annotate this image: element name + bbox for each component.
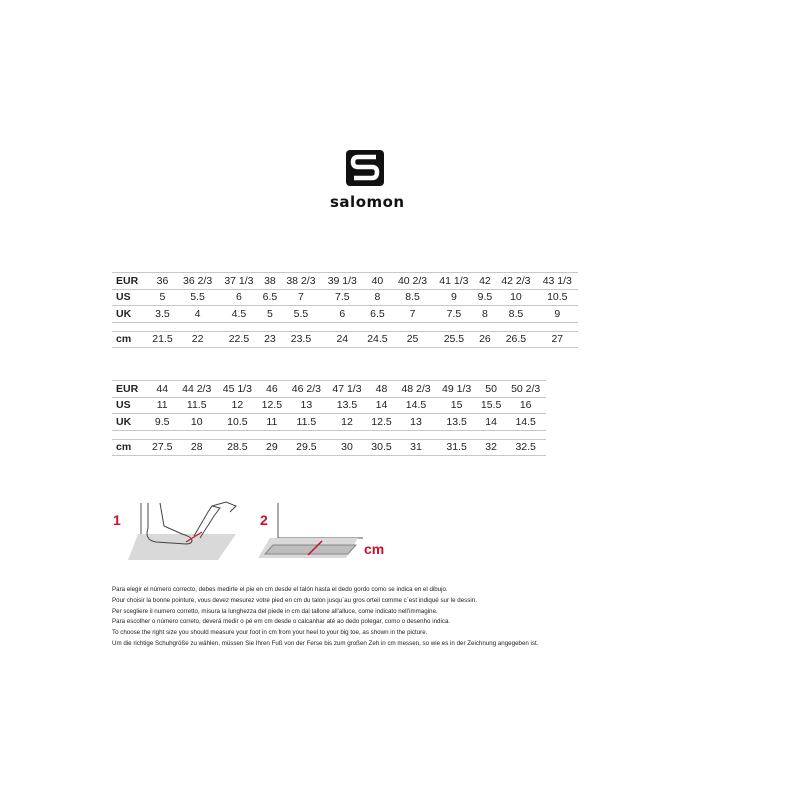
size-cell: 24 bbox=[322, 331, 363, 348]
size-cell: 27.5 bbox=[148, 439, 176, 456]
size-cell: 42 bbox=[475, 273, 496, 290]
size-cell: 6 bbox=[322, 306, 363, 323]
size-cell: 9.5 bbox=[475, 289, 496, 306]
size-cell: 5 bbox=[260, 306, 281, 323]
size-cell: 21.5 bbox=[148, 331, 177, 348]
size-cell: 37 1/3 bbox=[218, 273, 259, 290]
size-cell: 9 bbox=[537, 306, 578, 323]
size-cell: 25.5 bbox=[433, 331, 474, 348]
size-cell: 32 bbox=[477, 439, 505, 456]
us-row bbox=[112, 289, 578, 306]
instruction-de: Um die richtige Schuhgröße zu wählen, müssen Sie Ihren Fuß von der Ferse bis zum großen Zeh in cm messen, so wie es in der Zeichnung angegeben ist. bbox=[112, 639, 539, 647]
step-2-label: 2 bbox=[260, 512, 268, 528]
size-cell: 22.5 bbox=[218, 331, 259, 348]
row-label: UK bbox=[112, 414, 148, 431]
ruler-measure-icon bbox=[258, 503, 363, 558]
measurement-instructions bbox=[112, 585, 712, 650]
size-cell: 12 bbox=[327, 414, 368, 431]
size-cell: 36 bbox=[148, 273, 177, 290]
uk-row bbox=[112, 306, 578, 323]
size-cell: 23.5 bbox=[280, 331, 321, 348]
instruction-it: Per scegliere il numero corretto, misura la lunghezza del piede in cm dal tallone all'alluce, come indicato nell'immagine. bbox=[112, 607, 438, 615]
size-cell: 10.5 bbox=[217, 414, 258, 431]
foot-measure-icon bbox=[128, 502, 236, 560]
eur-row bbox=[112, 381, 546, 398]
cm-row bbox=[112, 439, 546, 456]
row-label: EUR bbox=[112, 273, 148, 290]
size-cell: 48 bbox=[367, 381, 395, 398]
size-cell: 13.5 bbox=[436, 414, 477, 431]
size-cell: 9.5 bbox=[148, 414, 176, 431]
instruction-en: To choose the right size you should measure your foot in cm from your heel to your big toe, as shown in the picture. bbox=[112, 629, 428, 637]
size-cell: 7 bbox=[392, 306, 433, 323]
size-cell: 10 bbox=[495, 289, 536, 306]
size-cell: 47 1/3 bbox=[327, 381, 368, 398]
size-cell: 12 bbox=[217, 397, 258, 414]
size-cell: 50 2/3 bbox=[505, 381, 546, 398]
size-cell: 27 bbox=[537, 331, 578, 348]
size-cell: 43 1/3 bbox=[537, 273, 578, 290]
size-cell: 15 bbox=[436, 397, 477, 414]
size-cell: 11 bbox=[258, 414, 286, 431]
size-cell: 6 bbox=[218, 289, 259, 306]
size-cell: 30 bbox=[327, 439, 368, 456]
size-cell: 36 2/3 bbox=[177, 273, 218, 290]
size-cell: 26 bbox=[475, 331, 496, 348]
size-cell: 7 bbox=[280, 289, 321, 306]
row-label: US bbox=[112, 289, 148, 306]
size-cell: 11 bbox=[148, 397, 176, 414]
size-cell: 32.5 bbox=[505, 439, 546, 456]
size-cell: 12.5 bbox=[367, 414, 395, 431]
size-cell: 28.5 bbox=[217, 439, 258, 456]
us-row bbox=[112, 397, 546, 414]
size-table-1 bbox=[112, 272, 578, 348]
size-cell: 8.5 bbox=[392, 289, 433, 306]
size-cell: 4 bbox=[177, 306, 218, 323]
size-cell: 46 bbox=[258, 381, 286, 398]
size-cell: 13 bbox=[396, 414, 437, 431]
size-cell: 42 2/3 bbox=[495, 273, 536, 290]
size-cell: 12.5 bbox=[258, 397, 286, 414]
size-cell: 49 1/3 bbox=[436, 381, 477, 398]
size-cell: 23 bbox=[260, 331, 281, 348]
size-cell: 4.5 bbox=[218, 306, 259, 323]
instruction-es: Para elegir el número correcto, debes medirte el pie en cm desde el talón hasta el dedo gordo como se indica en el dibujo. bbox=[112, 586, 448, 593]
size-cell: 40 2/3 bbox=[392, 273, 433, 290]
measurement-illustration bbox=[108, 498, 408, 578]
eur-row bbox=[112, 273, 578, 290]
size-cell: 40 bbox=[363, 273, 392, 290]
step-1-label: 1 bbox=[113, 512, 121, 528]
size-cell: 25 bbox=[392, 331, 433, 348]
size-cell: 11.5 bbox=[286, 414, 327, 431]
size-cell: 50 bbox=[477, 381, 505, 398]
size-cell: 16 bbox=[505, 397, 546, 414]
instruction-fr: Pour choisir la bonne pointure, vous devez mesurez votre pied en cm du talon jusqu`au gros orteil comme c`est indiqué sur le dessin. bbox=[112, 596, 477, 604]
size-cell: 8 bbox=[363, 289, 392, 306]
size-cell: 29.5 bbox=[286, 439, 327, 456]
size-cell: 39 1/3 bbox=[322, 273, 363, 290]
instruction-pt: Para escolher o número correto, deverá medir o pé em cm desde o calcanhar até ao dedo polegar, como o desenho indica. bbox=[112, 618, 451, 626]
row-label: EUR bbox=[112, 381, 148, 398]
size-cell: 8.5 bbox=[495, 306, 536, 323]
size-cell: 41 1/3 bbox=[433, 273, 474, 290]
size-cell: 10 bbox=[176, 414, 217, 431]
brand-logo bbox=[330, 150, 405, 211]
spacer-row bbox=[112, 322, 578, 331]
spacer-row bbox=[112, 430, 546, 439]
size-cell: 14 bbox=[477, 414, 505, 431]
salomon-s-logo-icon bbox=[346, 150, 384, 186]
size-cell: 14 bbox=[367, 397, 395, 414]
row-label: cm bbox=[112, 439, 148, 456]
size-cell: 9 bbox=[433, 289, 474, 306]
size-cell: 6.5 bbox=[363, 306, 392, 323]
size-cell: 29 bbox=[258, 439, 286, 456]
size-cell: 28 bbox=[176, 439, 217, 456]
size-cell: 44 2/3 bbox=[176, 381, 217, 398]
size-table-2 bbox=[112, 380, 546, 456]
brand-wordmark: salomon bbox=[330, 193, 405, 211]
size-cell: 8 bbox=[475, 306, 496, 323]
size-cell: 5.5 bbox=[280, 306, 321, 323]
size-cell: 24.5 bbox=[363, 331, 392, 348]
cm-row bbox=[112, 331, 578, 348]
size-cell: 31.5 bbox=[436, 439, 477, 456]
size-cell: 30.5 bbox=[367, 439, 395, 456]
size-cell: 13.5 bbox=[327, 397, 368, 414]
size-cell: 22 bbox=[177, 331, 218, 348]
size-cell: 7.5 bbox=[433, 306, 474, 323]
size-cell: 44 bbox=[148, 381, 176, 398]
size-cell: 5 bbox=[148, 289, 177, 306]
size-cell: 6.5 bbox=[260, 289, 281, 306]
row-label: cm bbox=[112, 331, 148, 348]
uk-row bbox=[112, 414, 546, 431]
size-cell: 14.5 bbox=[505, 414, 546, 431]
cm-unit-label: cm bbox=[364, 541, 385, 557]
size-cell: 46 2/3 bbox=[286, 381, 327, 398]
row-label: UK bbox=[112, 306, 148, 323]
size-cell: 26.5 bbox=[495, 331, 536, 348]
size-cell: 31 bbox=[396, 439, 437, 456]
size-cell: 15.5 bbox=[477, 397, 505, 414]
size-cell: 3.5 bbox=[148, 306, 177, 323]
size-cell: 38 bbox=[260, 273, 281, 290]
size-cell: 38 2/3 bbox=[280, 273, 321, 290]
size-cell: 10.5 bbox=[537, 289, 578, 306]
size-cell: 5.5 bbox=[177, 289, 218, 306]
size-cell: 7.5 bbox=[322, 289, 363, 306]
size-cell: 45 1/3 bbox=[217, 381, 258, 398]
size-cell: 13 bbox=[286, 397, 327, 414]
row-label: US bbox=[112, 397, 148, 414]
size-cell: 48 2/3 bbox=[396, 381, 437, 398]
size-cell: 14.5 bbox=[396, 397, 437, 414]
size-cell: 11.5 bbox=[176, 397, 217, 414]
